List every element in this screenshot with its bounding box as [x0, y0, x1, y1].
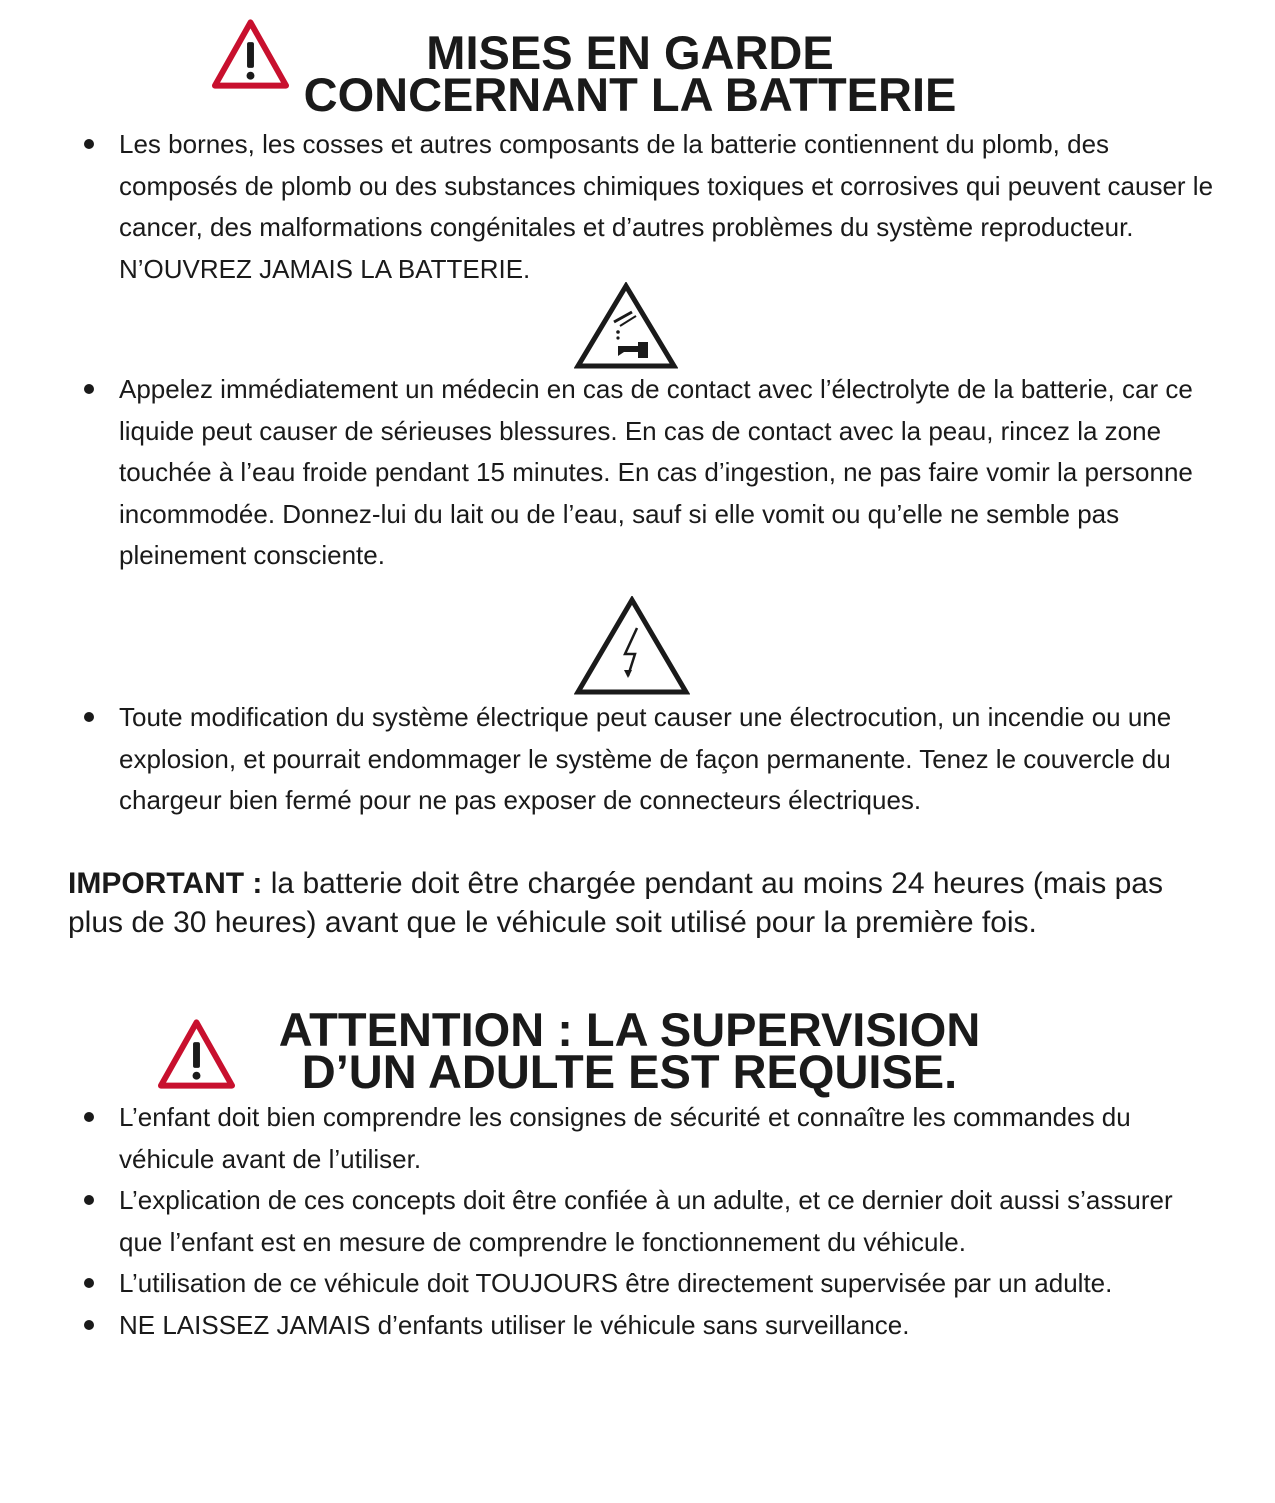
- list-item: Appelez immédiatement un médecin en cas de contact avec l’électrolyte de la batterie, car ce liquide peut causer de sérieuses blessures. En cas de contact avec la peau, rincez la zone touchée à l’eau froide pendant 15 minutes. En cas d’ingestion, ne pas faire vomir la personne incommodée. Donnez-lui du lait ou de l’eau, sauf si elle vomit ou qu’elle ne semble pas pleinement consciente.: [0, 369, 1275, 577]
- important-text: la batterie doit être chargée pendant au moins 24 heures (mais pas plus de 30 heures) avant que le véhicule soit utilisé pour la première fois.: [68, 867, 1163, 939]
- battery-warnings-heading: [295, 26, 965, 121]
- electric-shock-hazard-icon: [574, 596, 690, 696]
- warning-triangle-icon: [157, 1018, 236, 1090]
- heading-line-1: MISES EN GARDE: [426, 26, 834, 79]
- list-item: NE LAISSEZ JAMAIS d’enfants utiliser le véhicule sans surveillance.: [0, 1305, 1275, 1347]
- supervision-list: [0, 1097, 1275, 1346]
- battery-warnings-list-3: [0, 697, 1275, 822]
- adult-supervision-heading: [262, 1003, 997, 1098]
- important-note: [68, 864, 1188, 942]
- heading-line-2: CONCERNANT LA BATTERIE: [303, 68, 957, 121]
- battery-warnings-list-2: [0, 369, 1275, 577]
- corrosive-hazard-icon: [574, 282, 678, 370]
- heading-line-2: D’UN ADULTE EST REQUISE.: [301, 1045, 958, 1098]
- important-label: IMPORTANT :: [68, 867, 263, 900]
- list-item: L’utilisation de ce véhicule doit TOUJOURS être directement supervisée par un adulte.: [0, 1263, 1275, 1305]
- list-item: Toute modification du système électrique peut causer une électrocution, un incendie ou une explosion, et pourrait endommager le système de façon permanente. Tenez le couvercle du chargeur bien fermé pour ne pas exposer de connecteurs électriques.: [0, 697, 1275, 822]
- list-item: Les bornes, les cosses et autres composants de la batterie contiennent du plomb, des composés de plomb ou des substances chimiques toxiques et corrosives qui peuvent causer le cancer, des malformations congénitales et d’autres problèmes du système reproducteur. N’OUVREZ JAMAIS LA BATTERIE.: [0, 124, 1275, 290]
- list-item: L’explication de ces concepts doit être confiée à un adulte, et ce dernier doit aussi s’assurer que l’enfant est en mesure de comprendre le fonctionnement du véhicule.: [0, 1180, 1275, 1263]
- heading-line-1: ATTENTION : LA SUPERVISION: [278, 1003, 981, 1056]
- warning-triangle-icon: [211, 18, 290, 90]
- list-item: L’enfant doit bien comprendre les consignes de sécurité et connaître les commandes du véhicule avant de l’utiliser.: [0, 1097, 1275, 1180]
- battery-warnings-list: [0, 124, 1275, 290]
